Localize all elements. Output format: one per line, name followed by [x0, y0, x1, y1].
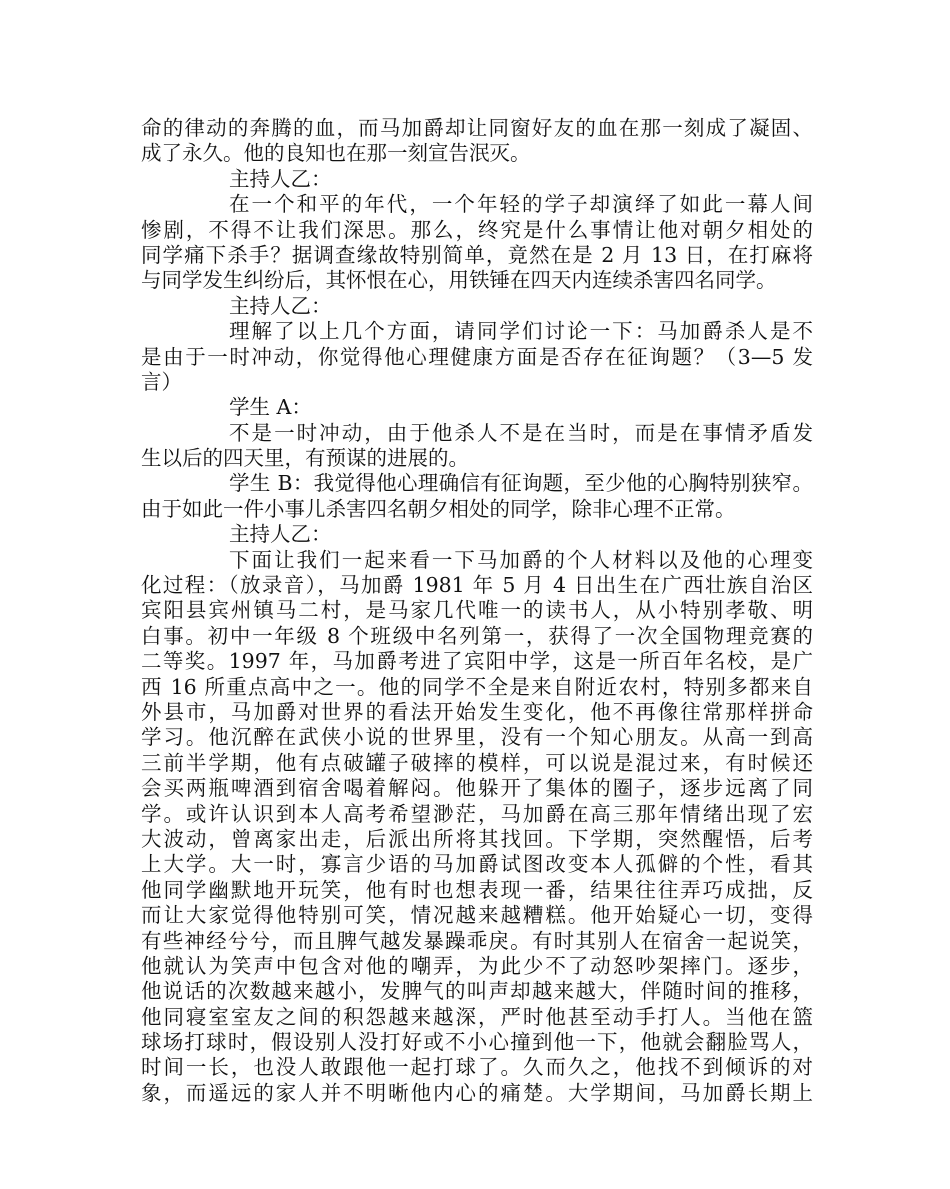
text-line: 下面让我们一起来看一下马加爵的个人材料以及他的心理变: [229, 547, 813, 572]
text-line: 是由于一时冲动，你觉得他心理健康方面是否存在征询题？（3—5 发: [141, 344, 813, 369]
text-line: 不是一时冲动，由于他杀人不是在当时，而是在事情矛盾发: [229, 420, 813, 445]
text-line: 西 16 所重点高中之一。他的同学不全是来自附近农村，特别多都来自: [141, 674, 813, 699]
text-line: 会买两瓶啤酒到宿舍喝着解闷。他躲开了集体的圈子，逐步远离了同: [141, 776, 813, 801]
text-line: 理解了以上几个方面，请同学们讨论一下：马加爵杀人是不: [229, 319, 813, 344]
text-line: 他同学幽默地开玩笑，他有时也想表现一番，结果往往弄巧成拙，反: [141, 877, 813, 902]
text-line: 球场打球时，假设别人没打好或不小心撞到他一下，他就会翻脸骂人，: [141, 1030, 813, 1055]
text-line: 主持人乙：: [229, 522, 332, 547]
text-line: 时间一长，也没人敢跟他一起打球了。久而久之，他找不到倾诉的对: [141, 1055, 813, 1080]
text-line: 学习。他沉醉在武侠小说的世界里，没有一个知心朋友。从高一到高: [141, 725, 813, 750]
text-line: 主持人乙：: [229, 166, 332, 191]
document-body-text: [141, 116, 813, 1106]
text-line: 他同寝室室友之间的积怨越来越深，严时他甚至动手打人。当他在篮: [141, 1004, 813, 1029]
text-line: 同学痛下杀手？据调查缘故特别简单，竟然在是 2 月 13 日，在打麻将: [141, 242, 813, 267]
text-line: 上大学。大一时，寡言少语的马加爵试图改变本人孤僻的个性，看其: [141, 852, 813, 877]
text-line: 惨剧，不得不让我们深思。那么，终究是什么事情让他对朝夕相处的: [141, 217, 813, 242]
text-line: 大波动，曾离家出走，后派出所将其找回。下学期，突然醒悟，后考: [141, 826, 813, 851]
text-line: 由于如此一件小事儿杀害四名朝夕相处的同学，除非心理不正常。: [141, 496, 736, 521]
text-line: 他说话的次数越来越小，发脾气的叫声却越来越大，伴随时间的推移，: [141, 979, 813, 1004]
text-line: 言）: [141, 369, 182, 394]
text-line: 与同学发生纠纷后，其怀恨在心，用铁锤在四天内连续杀害四名同学。: [141, 268, 777, 293]
text-line: 学生 A：: [229, 395, 312, 420]
text-line: 命的律动的奔腾的血，而马加爵却让同窗好友的血在那一刻成了凝固、: [141, 116, 813, 140]
text-line: 在一个和平的年代，一个年轻的学子却演绎了如此一幕人间: [229, 192, 813, 217]
text-line: 外县市，马加爵对世界的看法开始发生变化，他不再像往常那样拼命: [141, 699, 813, 724]
text-line: 成了永久。他的良知也在那一刻宣告泯灭。: [141, 141, 531, 166]
text-line: 象，而遥远的家人并不明晰他内心的痛楚。大学期间，马加爵长期上: [141, 1080, 813, 1105]
text-line: 学。或许认识到本人高考希望渺茫，马加爵在高三那年情绪出现了宏: [141, 801, 813, 826]
text-line: 他就认为笑声中包含对他的嘲弄，为此少不了动怒吵架摔门。逐步，: [141, 953, 813, 978]
text-line: 主持人乙：: [229, 293, 332, 318]
text-line: 有些神经兮兮，而且脾气越发暴躁乖戾。有时其别人在宿舍一起说笑，: [141, 928, 813, 953]
text-line: 学生 B：我觉得他心理确信有征询题，至少他的心胸特别狭窄。: [229, 471, 813, 496]
text-line: 三前半学期，他有点破罐子破摔的模样，可以说是混过来，有时候还: [141, 750, 813, 775]
text-line: 而让大家觉得他特别可笑，情况越来越糟糕。他开始疑心一切，变得: [141, 903, 813, 928]
text-line: 生以后的四天里，有预谋的进展的。: [141, 446, 469, 471]
text-line: 二等奖。1997 年，马加爵考进了宾阳中学，这是一所百年名校，是广: [141, 649, 813, 674]
text-line: 宾阳县宾州镇马二村，是马家几代唯一的读书人，从小特别孝敬、明: [141, 598, 813, 623]
text-line: 化过程：（放录音），马加爵 1981 年 5 月 4 日出生在广西壮族自治区: [141, 573, 813, 598]
text-line: 白事。初中一年级 8 个班级中名列第一，获得了一次全国物理竞赛的: [141, 623, 813, 648]
